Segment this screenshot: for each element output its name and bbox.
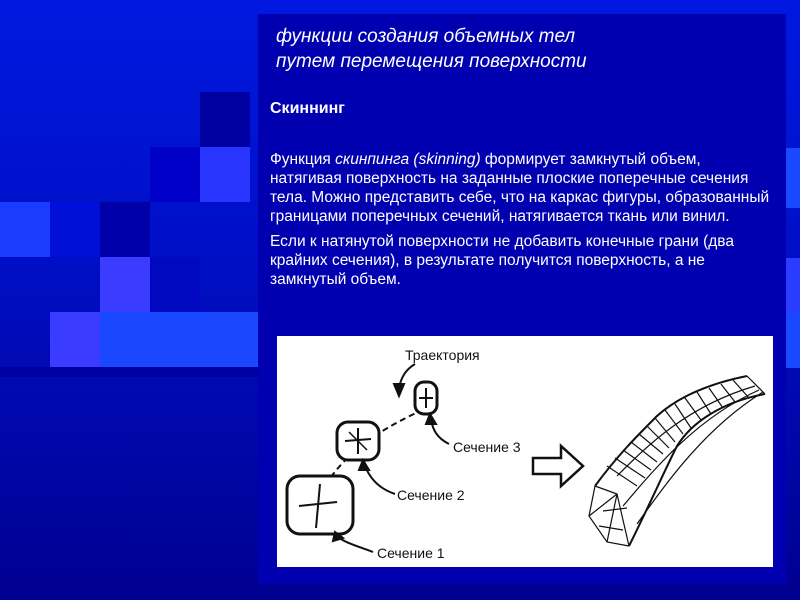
skinned-surface-wireframe (589, 376, 765, 546)
paragraph-1-term: скинпинга (skinning) (335, 151, 481, 168)
label-trajectory: Траектория (405, 347, 480, 363)
paragraph-1-prefix: Функция (270, 151, 336, 168)
body-text (270, 150, 770, 295)
label-section-1: Сечение 1 (377, 545, 445, 561)
paragraph-1 (270, 150, 770, 226)
title-line-1: функции создания объемных тел (276, 26, 576, 47)
section-2-shape (337, 422, 379, 460)
result-arrow (533, 446, 583, 486)
skinning-figure (277, 336, 773, 567)
skinning-diagram (277, 336, 773, 567)
paragraph-1-rest: формирует замкнутый объем, натягивая поверхность на заданные плоские поперечные сечения тела. Можно представить себе, что на каркас фигуры, образованный границами поперечных сечений, натягивается ткань или винил. (270, 151, 770, 225)
section-heading: Скиннинг (270, 100, 345, 117)
section-3-shape (415, 382, 437, 414)
section-1-shape (287, 476, 353, 534)
title-line-2: путем перемещения поверхности (276, 51, 587, 72)
label-section-3: Сечение 3 (453, 439, 521, 455)
paragraph-2: Если к натянутой поверхности не добавить конечные грани (два крайних сечения), в результате получится поверхность, а не замкнутый объем. (270, 233, 734, 288)
slide-title (276, 24, 776, 74)
label-section-2: Сечение 2 (397, 487, 465, 503)
